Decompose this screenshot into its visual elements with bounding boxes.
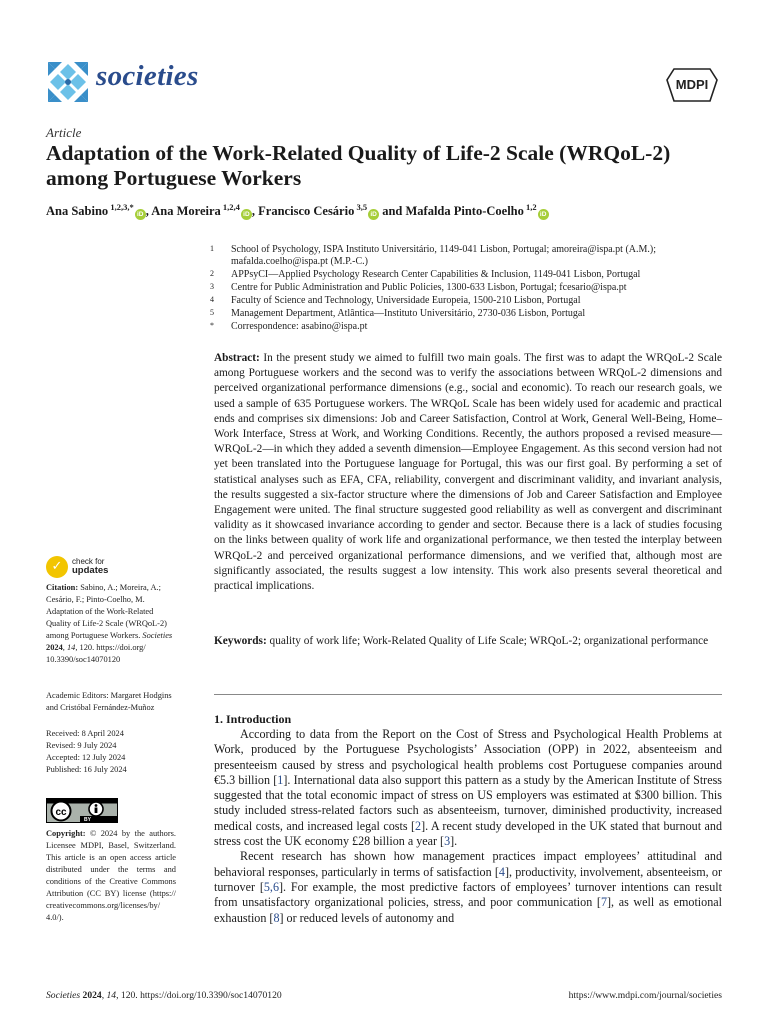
author-affiliation-marks: 3,5 <box>354 202 368 212</box>
citation-link[interactable]: 2 <box>415 818 422 833</box>
author-separator: , <box>251 204 259 219</box>
author-affiliation-marks: 1,2,3,* <box>108 202 134 212</box>
keywords-label: Keywords: <box>214 635 267 647</box>
publisher-logo <box>666 68 718 102</box>
paragraph-text: Recent research has shown how management practices impact employees’ attitudinal and behavioral responses, particularly in terms of satisfaction [ <box>214 849 722 879</box>
paragraph <box>214 727 722 849</box>
affiliation-mark: * <box>210 321 214 330</box>
abstract-label: Abstract: <box>214 352 260 364</box>
citation-link[interactable]: 7 <box>600 895 607 910</box>
affiliation-mark: 2 <box>210 269 214 278</box>
author-list <box>46 202 746 220</box>
paragraph-text: ], as well as emotional exhaustion [ <box>214 895 722 925</box>
affiliation-mark: 1 <box>210 244 214 253</box>
author-affiliation-marks: 1,2 <box>523 202 537 212</box>
affiliation-mark: 4 <box>210 295 214 304</box>
paragraph-text: ]. For example, the most predictive factors of employees’ turnover intentions can result from unsatisfactory organizational policies, stress, and poor communication [ <box>214 879 722 910</box>
journal-logo-icon <box>46 60 90 104</box>
paragraph-text: ]. International data also support this pattern as a study by the American Institute of Stress suggested that the total economic impact of stress on US employers was estimated at $300 billion. This study included stress-related factors such as absenteeism, turnover, diminished productivity, increased medical costs, and increased legal costs [ <box>214 772 722 833</box>
author-separator: , <box>145 204 152 219</box>
affiliation-text: Management Department, Atlântica—Instituto Universitário, 2730-036 Lisbon, Portugal <box>231 308 586 319</box>
article-title: Adaptation of the Work-Related Quality of Life-2 Scale (WRQoL-2) among Portuguese Workers <box>46 141 671 190</box>
cc-by-icon <box>46 798 118 823</box>
affiliation-item <box>210 282 730 294</box>
affiliation-mark: 5 <box>210 308 214 317</box>
abstract-text: In the present study we aimed to fulfill two main goals. The first was to adapt the WRQoL-2 Scale among Portuguese workers and the second was to verify the associations between WRQoL-2 dimensions and perceived organizational performance dimensions (e.g., social and economic). To reach our research goals, we used a sample of 635 Portuguese workers. The WRQoL Scale has been widely used for academic and practical ends and comprises six dimensions: Job and Career Satisfaction, Control at Work, General Well-Being, Home–Work Interface, Stress at Work, and Working Conditions. Recently, the authors proposed a revised measure—WRQoL-2—in which they added a seventh dimension—Employee Engagement. As this second version had not yet been translated into the Portuguese language for Portugal, this was our first goal. By performing a set of statistical analyses such as EFA, CFA, reliability, convergent and discriminant validity, and invariant analysis, the results suggested a six-factor structure where the dimensions of Job and Career Satisfaction and Employee Engagement were united. The final structure suggested good reliability as well as convergent and discriminant validity as it showcased invariance according to gender and sector. Because there is a lack of studies focusing on the links between quality of work life and organizational performance, we then tested the interplay between WRQoL-2 and perceived organizational performance dimensions, and we verified that, although most are significantly associated, the results suggest a low intensity. This work also presents several theoretical and practical implications. <box>214 352 722 593</box>
author-name: Francisco Cesário <box>258 204 355 219</box>
citation-link[interactable]: 1 <box>277 772 284 787</box>
date-published: Published: 16 July 2024 <box>46 765 127 774</box>
paragraph-text: ]. <box>450 834 458 849</box>
citation-doi-link[interactable]: , 120. https://doi.org/ 10.3390/soc14070120 <box>46 643 146 664</box>
date-revised: Revised: 9 July 2024 <box>46 741 117 750</box>
check-updates-label: check for updates <box>72 557 109 576</box>
paragraph-text: According to data from the Report on the Cost of Stress and Psychological Health Problems at Work, produced by the Portuguese Psychologists’ Association (OPP) in 2022, absenteeism and presenteeism caused by stress and psychological health problems cost Portuguese companies around €5.3 billion [ <box>214 727 722 787</box>
section-heading: 1. Introduction <box>214 712 292 726</box>
introduction-body <box>214 727 722 926</box>
svg-text:cc: cc <box>55 807 67 818</box>
footer-doi-link[interactable]: , 120. https://doi.org/10.3390/soc14070120 <box>116 990 282 1001</box>
affiliation-item <box>210 244 730 268</box>
date-received: Received: 8 April 2024 <box>46 729 124 738</box>
cc-by-license-link[interactable] <box>46 798 118 823</box>
orcid-icon[interactable]: iD <box>241 209 252 220</box>
affiliation-text: Centre for Public Administration and Public Policies, 1300-633 Lisbon, Portugal; fcesario@ispa.pt <box>231 282 627 293</box>
author-separator: and <box>379 204 406 219</box>
check-updates-icon: ✓ <box>46 556 68 578</box>
copyright-notice: Copyright: © 2024 by the authors. Licensee MDPI, Basel, Switzerland. This article is an open access article distributed under the terms and conditions of the Creative Commons Attribution (CC BY) license (https:// creativecommons.org/licenses/by/ 4.0/). <box>46 829 177 922</box>
date-accepted: Accepted: 12 July 2024 <box>46 753 126 762</box>
author-name: Ana Moreira <box>151 204 221 219</box>
paragraph-text: ] or reduced levels of autonomy and <box>279 910 455 925</box>
affiliation-item <box>210 321 730 333</box>
citation-link[interactable]: 5,6 <box>263 879 279 894</box>
footer-citation: Societies 2024, 14, 120. https://doi.org/10.3390/soc14070120 <box>46 990 282 1001</box>
citation-block: Citation: Sabino, A.; Moreira, A.; Cesário, F.; Pinto-Coelho, M. Adaptation of the Work-Related Quality of Life-2 Scale (WRQoL-2) among Portuguese Workers. Societies 2024, 14, 120. https://doi.org/ 10.3390/soc14070120 <box>46 583 173 664</box>
affiliation-item <box>210 269 730 281</box>
affiliation-item <box>210 295 730 307</box>
affiliation-item <box>210 308 730 320</box>
orcid-icon[interactable]: iD <box>368 209 379 220</box>
affiliation-mark: 3 <box>210 282 214 291</box>
citation-link[interactable]: 4 <box>498 864 505 879</box>
license-badge-text: BY <box>84 817 91 823</box>
affiliations <box>210 244 730 334</box>
publisher-name: MDPI <box>675 77 709 92</box>
section-divider <box>214 694 722 695</box>
paragraph-text: ]. A recent study developed in the UK stated that burnout and stress cost the UK economy £28 billion a year [ <box>214 818 722 849</box>
footer-journal-link[interactable]: https://www.mdpi.com/journal/societies <box>568 990 722 1001</box>
affiliation-text: Correspondence: asabino@ispa.pt <box>231 321 368 332</box>
check-for-updates-button[interactable] <box>46 556 156 580</box>
citation-link[interactable]: 8 <box>273 910 280 925</box>
orcid-icon[interactable]: iD <box>135 209 146 220</box>
affiliation-text: School of Psychology, ISPA Instituto Universitário, 1149-041 Lisbon, Portugal; amoreira@ispa.pt (A.M.); mafalda.coelho@ispa.pt (M.P.-C.) <box>231 244 657 267</box>
author-affiliation-marks: 1,2,4 <box>220 202 240 212</box>
citation-link[interactable]: 3 <box>444 834 451 849</box>
copyright-label: Copyright: <box>46 829 86 838</box>
article-dates <box>46 728 176 776</box>
paragraph <box>214 849 722 925</box>
keywords-text: quality of work life; Work-Related Quality of Life Scale; WRQoL-2; organizational performance <box>269 635 709 647</box>
paragraph-text: ], productivity, involvement, absenteeism, or turnover [ <box>214 864 722 894</box>
affiliation-text: Faculty of Science and Technology, Universidade Europeia, 1500-210 Lisbon, Portugal <box>231 295 581 306</box>
abstract <box>214 351 722 594</box>
journal-name: societies <box>96 60 199 92</box>
citation-label: Citation: <box>46 583 79 592</box>
author-name: Mafalda Pinto-Coelho <box>405 204 524 219</box>
author-name: Ana Sabino <box>46 204 109 219</box>
article-type: Article <box>46 125 82 140</box>
affiliation-text: APPsyCI—Applied Psychology Research Center Capabilities & Inclusion, 1149-041 Lisbon, Portugal <box>231 269 641 280</box>
academic-editors: Academic Editors: Margaret Hodgins and Cristóbal Fernández-Muñoz <box>46 691 172 712</box>
keywords <box>214 634 722 649</box>
orcid-icon[interactable]: iD <box>538 209 549 220</box>
